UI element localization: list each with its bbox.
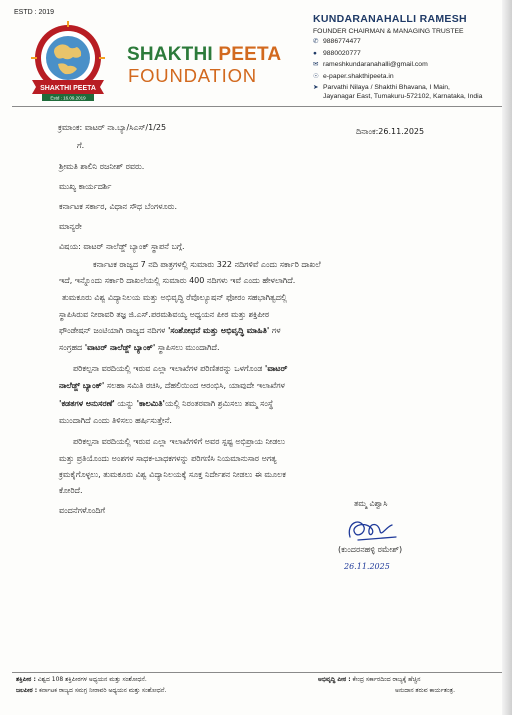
para3-line1-text: ಪರಿಕಲ್ಪನಾ ವರದಿಯಲ್ಲಿ ಇರುವ ಎಲ್ಲಾ ಇಲಾಖೆಗಳ ಪರಿಣಿತರನ್ನು ಒಳಗೊಂಡ [73, 364, 263, 373]
footer-left-1 [16, 676, 147, 684]
contact-block [313, 13, 503, 101]
closing-line: ವಂದನೆಗಳೊಂದಿಗೆ [59, 506, 106, 515]
signatory-name: (ಕುಂದರನಹಳ್ಳಿ ರಮೇಶ್) [338, 545, 403, 554]
brand-title [127, 44, 281, 66]
para4-line1: ಪರಿಕಲ್ಪನಾ ವರದಿಯಲ್ಲಿ ಇರುವ ಎಲ್ಲಾ ಇಲಾಖೆಗಳಿಗೆ ಅವರ ಸ್ಪಷ್ಟ ಅಭಿಪ್ರಾಯ ನೀಡಲು [73, 437, 286, 446]
para2-line1: ತುಮಕೂರು ವಿಶ್ವ ವಿದ್ಯಾನಿಲಯ ಮತ್ತು ಅಭಿವೃದ್ಧಿ ರೆವೊಲ್ಯೂಷನ್ ಫೋರಂ ಸಹಭಾಗಿತ್ವದಲ್ಲಿ [62, 293, 287, 302]
location-icon: ➤ [313, 84, 319, 91]
signature-icon [342, 513, 412, 545]
founder-name: KUNDARANAHALLI RAMESH [313, 13, 467, 25]
epaper-link[interactable]: e-paper.shakthipeeta.in [323, 72, 394, 80]
recipient-title: ಮುಖ್ಯ ಕಾರ್ಯದರ್ಶಿ [59, 182, 112, 191]
para1-line1: ಕರ್ನಾಟಕ ರಾಜ್ಯದ 7 ನದಿ ಪಾತ್ರಗಳಲ್ಲಿ ಸುಮಾರು 322 ನದಿಗಳಿವೆ ಎಂದು ಸರ್ಕಾರಿ ದಾಖಲೆ [93, 260, 321, 269]
phone-icon: ✆ [313, 38, 319, 45]
para3-quote-files: 'ಕಡತಗಳ ಅನುಸರಣೆ' [59, 399, 115, 408]
address-line-1: Parvathi Nilaya / Shakthi Bhavana, I Main, [323, 84, 450, 91]
to-prefix: ಗೆ. [77, 141, 85, 150]
footer-right-1-val: ಕೇಂದ್ರ ಸರ್ಕಾರದಿಂದ ರಾಜ್ಯಕ್ಕೆ ಹೆಚ್ಚಿನ [352, 676, 421, 683]
footer-left-2-key: ಜಲಪೀಠ : [16, 687, 38, 694]
para2-line4-tail: ಸ್ಥಾಪಿಸಲು ಮುಂದಾಗಿದೆ. [157, 343, 220, 352]
para3-line3-mid: ಯನ್ನು [117, 399, 135, 408]
subject-line: ವಿಷಯ: ವಾಟರ್ ನಾಲೆಡ್ಜ್ ಬ್ಯಾಂಕ್ ಸ್ಥಾಪನೆ ಬಗ್ಗೆ. [59, 242, 185, 251]
para2-line3 [59, 326, 281, 336]
phone2-row [313, 50, 503, 59]
reference-number: ಕ್ರಮಾಂಕ: ವಾಟರ್ ನಾ.ಬ್ಯಾ/ಸಿಎಸ್/1/25 [58, 123, 167, 132]
para3-line3-tail: ಯಲ್ಲಿ ನಿರಂತರವಾಗಿ ಶ್ರಮಿಸಲು ತಮ್ಮ ಸಂಸ್ಥೆ [165, 399, 274, 408]
para3-quote-timebound: 'ಕಾಲಮಿತಿ' [136, 399, 165, 408]
estd-label: ESTD : 2019 [14, 9, 55, 16]
foundation-logo-icon [28, 20, 108, 102]
logo-sub-text: Estd : 16.09.2019 [50, 95, 86, 101]
email-link[interactable]: rameshkundaranahalli@gmail.com [323, 61, 428, 68]
globe-icon: ☉ [313, 72, 319, 80]
whatsapp-icon: ● [313, 49, 317, 57]
para2-line4-head: ಸಂಗ್ರಹದ [59, 343, 83, 352]
signature-date: 26.11.2025 [344, 562, 390, 571]
footer-left-1-val: ವಿಶ್ವದ 108 ಶಕ್ತಿಪೀಠಗಳ ಅಧ್ಯಯನ ಮತ್ತು ಸಂಶೋಧನೆ. [37, 676, 147, 683]
brand-subtitle: FOUNDATION [128, 65, 257, 86]
address-text [323, 84, 482, 101]
para3-line2-text: ಸಲಹಾ ಸಮಿತಿ ರಚಿಸಿ, ದೆಹಲಿಯಿಂದ ಆರಂಭಿಸಿ, ಯಾವುದೇ ಇಲಾಖೆಗಳ [106, 381, 285, 390]
footer-left-2-val: ಕರ್ನಾಟಕ ರಾಜ್ಯದ ಸಮಗ್ರ ನೀರಾವರಿ ಅಧ್ಯಯನ ಮತ್ತು ಸಂಶೋಧನೆ. [39, 687, 167, 694]
phone-row [313, 38, 503, 47]
para3-line2 [59, 381, 285, 391]
page-edge-shadow [502, 0, 512, 715]
founder-role: FOUNDER CHAIRMAN & MANAGING TRUSTEE [313, 28, 464, 35]
header-divider [12, 106, 502, 107]
para2-line2: ಸ್ಥಾಪಿಸಿರುವ ನೀರಾವರಿ ತಜ್ಞ ಜಿ.ಎಸ್.ಪರಮಶಿವಯ್ಯ ಅಧ್ಯಯನ ಪೀಠ ಮತ್ತು ಶಕ್ತಿಪೀಠ [59, 310, 270, 319]
letter-date: ದಿನಾಂಕ:26.11.2025 [356, 127, 425, 136]
para3-line1 [73, 364, 287, 374]
para2-line3-text: ಫೌಂಡೇಷನ್ ಜಂಟಿಯಾಗಿ ರಾಜ್ಯದ ನದಿಗಳ [59, 326, 166, 335]
para2-line4 [59, 343, 220, 353]
yours-faithfully: ತಮ್ಮ ವಿಶ್ವಾಸಿ [354, 499, 388, 508]
footer-right-1-key: ಅಭಿವೃದ್ಧಿ ಪೀಠ : [318, 676, 351, 683]
footer-right-1 [318, 676, 420, 684]
epaper-row [313, 73, 503, 82]
phone-link[interactable]: 9886774477 [323, 38, 361, 45]
salutation: ಮಾನ್ಯರೇ [59, 222, 82, 231]
para3-line3 [59, 399, 273, 409]
logo-ribbon-text: SHAKTHI PEETA [40, 85, 96, 92]
phone2-link[interactable]: 9880020777 [323, 49, 361, 57]
brand-word-2: PEETA [218, 44, 282, 65]
para3-line4: ಮುಂದಾಗಿದೆ ಎಂದು ತಿಳಿಸಲು ಹರ್ಷಿಸುತ್ತೇನೆ. [59, 416, 172, 425]
address-line-2: Jayanagar East, Tumakuru-572102, Karnataka, India [323, 92, 483, 100]
address-row [313, 84, 503, 101]
para2-line3-tail: ಗಳ [271, 326, 281, 335]
para1-line2: ಇದೆ, ಇನ್ನೊಂದು ಸರ್ಕಾರಿ ದಾಖಲೆಯಲ್ಲಿ ಸುಮಾರು 400 ನದಿಗಳು ಇವೆ ಎಂದು ಹೇಳಲಾಗಿದೆ. [59, 276, 296, 285]
brand-word-1: SHAKTHI [127, 44, 213, 65]
para2-quote-research: 'ಸಂಶೋಧನೆ ಮತ್ತು ಅಭಿವೃದ್ಧಿ ಮಾಹಿತಿ' [167, 326, 270, 335]
para4-line4: ಕೋರಿದೆ. [59, 486, 83, 495]
recipient-name: ಶ್ರೀಮತಿ ಶಾಲಿನಿ ರಜನೀಶ್ ರವರು. [59, 162, 145, 171]
footer-right-2: ಅನುದಾನ ತರುವ ಕಾರ್ಯತಂತ್ರ. [395, 687, 455, 694]
footer-left-1-key: ಶಕ್ತಿಪೀಠ : [16, 676, 36, 683]
para4-line3: ಕ್ರಮಕೈಗೊಳ್ಳಲು, ತುಮಕೂರು ವಿಶ್ವ ವಿದ್ಯಾನಿಲಯಕ್ಕೆ ಸೂಕ್ತ ನಿರ್ದೇಶನ ನೀಡಲು ಈ ಮೂಲಕ [59, 470, 286, 479]
footer-left-2 [16, 687, 166, 695]
email-icon: ✉ [313, 61, 319, 68]
para4-line2: ಮತ್ತು ಪ್ರತಿಯೊಂದು ಅಂಶಗಳ ಸಾಧಕ-ಬಾಧಕಗಳನ್ನು ಪರಿಗಣಿಸಿ ನಿಯಮಾನುಸಾರ ಅಗತ್ಯ [59, 454, 277, 463]
footer-divider [12, 672, 502, 673]
para3-quote-water: 'ವಾಟರ್ [264, 364, 288, 373]
recipient-office: ಕರ್ನಾಟಕ ಸರ್ಕಾರ, ವಿಧಾನ ಸೌಧ ಬೆಂಗಳೂರು. [59, 202, 178, 211]
para2-quote-bank: 'ವಾಟರ್ ನಾಲೆಡ್ಜ್ ಬ್ಯಾಂಕ್' [84, 343, 156, 352]
para3-quote-bank: ನಾಲೆಡ್ಜ್ ಬ್ಯಾಂಕ್' [59, 381, 105, 390]
email-row [313, 61, 503, 70]
